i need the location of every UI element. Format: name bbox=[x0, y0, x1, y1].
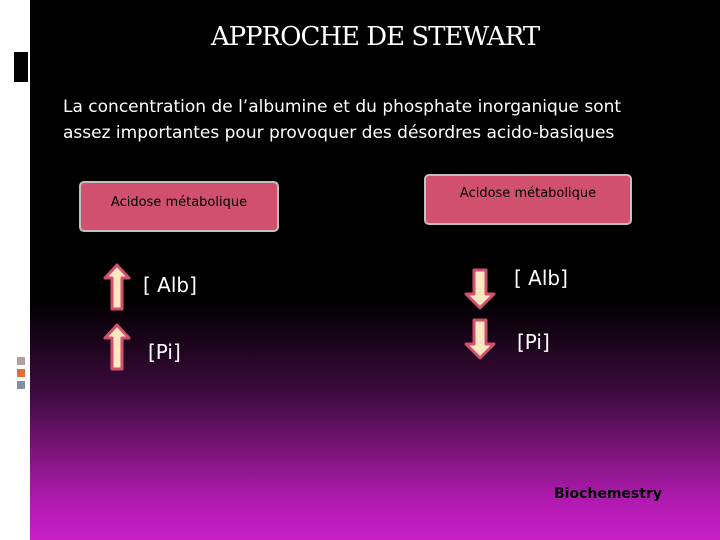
down-arrow-icon bbox=[464, 268, 496, 310]
intro-line: assez importantes pour provoquer des désordres acido-basiques bbox=[63, 123, 615, 143]
intro-line: La concentration de l’albumine et du phosphate inorganique sont bbox=[63, 97, 622, 117]
right-alb-label: [ Alb] bbox=[514, 266, 568, 290]
left-condition-box: Acidose métabolique bbox=[79, 181, 279, 232]
decor-square bbox=[17, 357, 25, 365]
down-arrow-icon bbox=[464, 318, 496, 360]
intro-text bbox=[63, 94, 683, 146]
decor-square bbox=[17, 381, 25, 389]
right-pi-label: [Pi] bbox=[517, 330, 550, 354]
footer-text: Biochemestry bbox=[554, 486, 662, 502]
slide-title: APPROCHE DE STEWART bbox=[210, 22, 540, 52]
decor-square bbox=[17, 369, 25, 377]
left-decor-block bbox=[14, 52, 28, 82]
left-alb-label: [ Alb] bbox=[143, 273, 197, 297]
right-condition-box: Acidose métabolique bbox=[424, 174, 632, 225]
up-arrow-icon bbox=[103, 263, 131, 311]
up-arrow-icon bbox=[103, 323, 131, 371]
left-pi-label: [Pi] bbox=[148, 340, 181, 364]
